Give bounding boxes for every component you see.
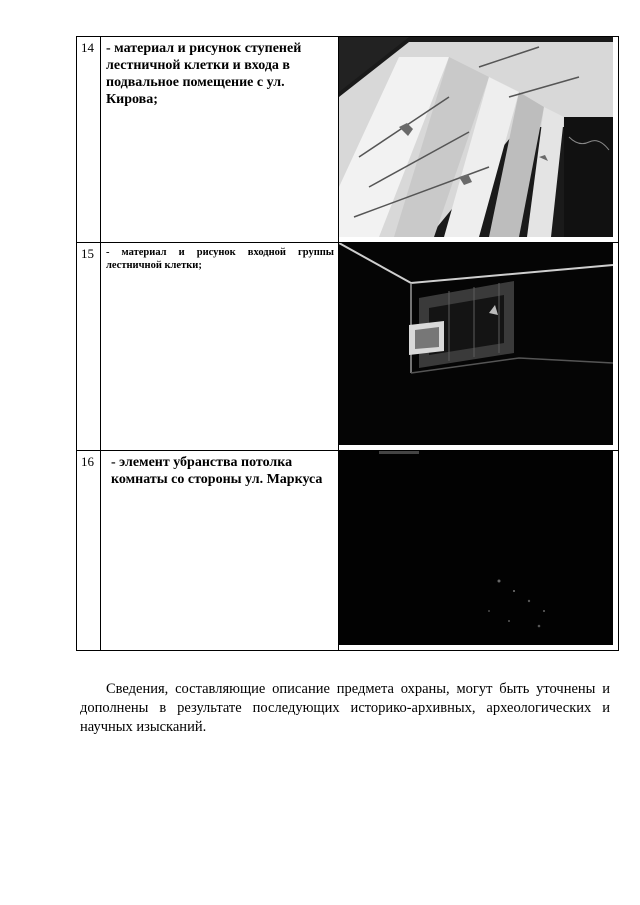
- description-cell: [101, 37, 339, 243]
- ceiling-photo: [339, 451, 613, 645]
- table-row: [77, 37, 619, 243]
- stairs-photo: [339, 37, 613, 237]
- row-description: - материал и рисунок входной группы лестничной клетки;: [106, 247, 334, 271]
- note-paragraph: Сведения, составляющие описание предмета охраны, могут быть уточнены и дополнены в результате последующих историко-архивных, археологических и научных изысканий.: [80, 681, 610, 735]
- photo-cell: [339, 243, 619, 451]
- photo-cell: [339, 451, 619, 651]
- photo-cell: [339, 37, 619, 243]
- row-number: 15: [81, 246, 94, 261]
- row-description: - элемент убранства потолка комнаты со стороны ул. Маркуса: [111, 455, 323, 487]
- heritage-table: [76, 36, 619, 651]
- entrance-photo: [339, 243, 613, 445]
- description-cell: [101, 451, 339, 651]
- row-number-cell: [77, 37, 101, 243]
- row-number-cell: [77, 243, 101, 451]
- description-cell: [101, 243, 339, 451]
- table-row: [77, 243, 619, 451]
- row-description: - материал и рисунок ступеней лестничной клетки и входа в подвальное помещение с ул. Кирова;: [106, 41, 302, 107]
- table-row: [77, 451, 619, 651]
- row-number: 14: [81, 40, 94, 55]
- row-number-cell: [77, 451, 101, 651]
- row-number: 16: [81, 454, 94, 469]
